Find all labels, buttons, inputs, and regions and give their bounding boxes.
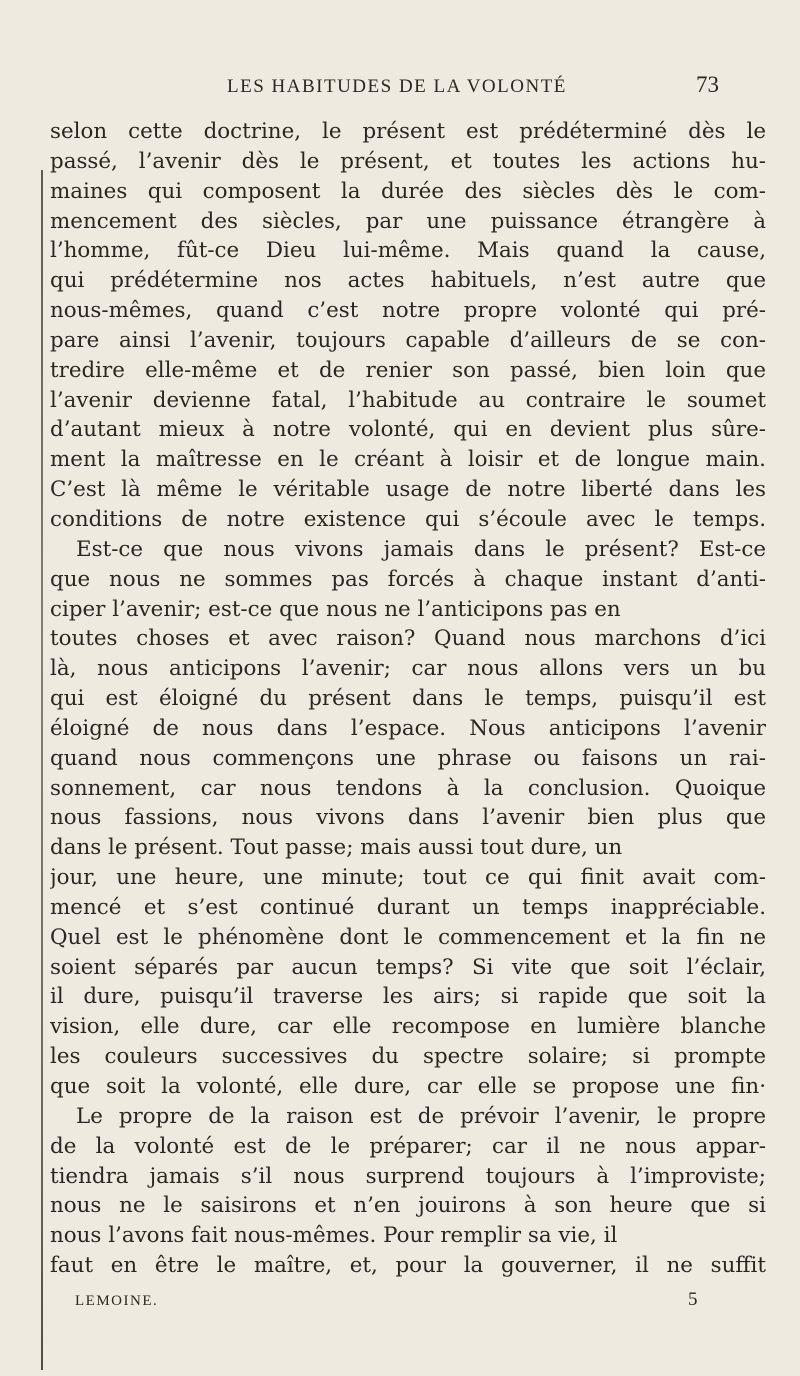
body-text: [50, 117, 766, 1281]
text-line: mencement des siècles, par une puissance étrangère à: [50, 208, 766, 234]
text-line: dans le présent. Tout passe; mais aussi tout dure, un: [50, 835, 623, 861]
text-line: faut en être le maître, et, pour la gouverner, il ne suffit: [50, 1253, 766, 1279]
text-line: ciper l’avenir; est-ce que nous ne l’anticipons pas en: [50, 596, 621, 622]
text-line: nous fassions, nous vivons dans l’avenir bien plus que: [50, 805, 766, 831]
text-line: conditions de notre existence qui s’écoule avec le temps.: [50, 506, 766, 532]
text-line: soient séparés par aucun temps? Si vite que soit l’éclair,: [50, 954, 766, 980]
text-line: que soit la volonté, elle dure, car elle se propose une fin·: [50, 1074, 766, 1099]
text-line: vision, elle dure, car elle recompose en lumière blanche: [50, 1014, 766, 1040]
text-line: nous ne le saisirons et n’en jouirons à son heure que si: [50, 1193, 766, 1219]
text-line: jour, une heure, une minute; tout ce qui finit avait com-: [50, 865, 766, 891]
text-line: les couleurs successives du spectre solaire; si prompte: [50, 1044, 766, 1070]
text-line: ment la maîtresse en le créant à loisir et de longue main.: [50, 447, 766, 473]
text-line: d’autant mieux à notre volonté, qui en devient plus sûre-: [50, 417, 766, 443]
text-line: mencé et s’est continué durant un temps inappréciable.: [50, 894, 766, 920]
text-line: qui prédétermine nos actes habituels, n’est autre que: [50, 268, 766, 294]
text-line: que nous ne sommes pas forcés à chaque instant d’anti-: [50, 566, 766, 592]
text-line: tiendra jamais s’il nous surprend toujours à l’improviste;: [50, 1163, 766, 1189]
text-line: nous-mêmes, quand c’est notre propre volonté qui pré-: [50, 298, 766, 324]
text-line: Quel est le phénomène dont le commencement et la fin ne: [50, 924, 766, 950]
text-line: qui est éloigné du présent dans le temps, puisqu’il est: [50, 686, 766, 712]
paragraph-start-line: Est-ce que nous vivons jamais dans le présent? Est-ce: [76, 536, 766, 562]
text-line: de la volonté est de le préparer; car il ne nous appar-: [50, 1133, 766, 1159]
text-line: éloigné de nous dans l’espace. Nous anticipons l’avenir: [50, 715, 766, 741]
text-line: tredire elle-même et de renier son passé, bien loin que: [50, 357, 766, 383]
text-line: sonnement, car nous tendons à la conclusion. Quoique: [50, 775, 766, 801]
printer-signature: LEMOINE.: [75, 1293, 159, 1309]
page-header: [0, 72, 800, 112]
page-number: 73: [696, 72, 719, 97]
text-line: là, nous anticipons l’avenir; car nous allons vers un bu: [50, 656, 766, 682]
text-line: toutes choses et avec raison? Quand nous marchons d’ici: [50, 626, 766, 652]
text-line: C’est là même le véritable usage de notre liberté dans les: [50, 477, 766, 503]
text-line: pare ainsi l’avenir, toujours capable d’ailleurs de se con-: [50, 327, 766, 353]
text-line: maines qui composent la durée des siècles dès le com-: [50, 178, 766, 204]
text-line: selon cette doctrine, le présent est prédéterminé dès le: [50, 119, 766, 144]
running-title: LES HABITUDES DE LA VOLONTÉ: [227, 76, 567, 97]
text-line: l’avenir devienne fatal, l’habitude au contraire le soumet: [50, 387, 766, 413]
text-line: il dure, puisqu’il traverse les airs; si rapide que soit la: [50, 984, 766, 1010]
sheet-mark: 5: [688, 1289, 698, 1310]
text-line: quand nous commençons une phrase ou faisons un rai-: [50, 745, 766, 771]
left-margin-rule: [41, 170, 43, 1370]
page-footer: [0, 1289, 800, 1323]
text-line: passé, l’avenir dès le présent, et toutes les actions hu-: [50, 148, 766, 174]
text-line: nous l’avons fait nous-mêmes. Pour remplir sa vie, il: [50, 1223, 618, 1249]
text-line: l’homme, fût-ce Dieu lui-même. Mais quand la cause,: [50, 238, 766, 264]
paragraph-start-line: Le propre de la raison est de prévoir l’avenir, le propre: [76, 1103, 766, 1129]
